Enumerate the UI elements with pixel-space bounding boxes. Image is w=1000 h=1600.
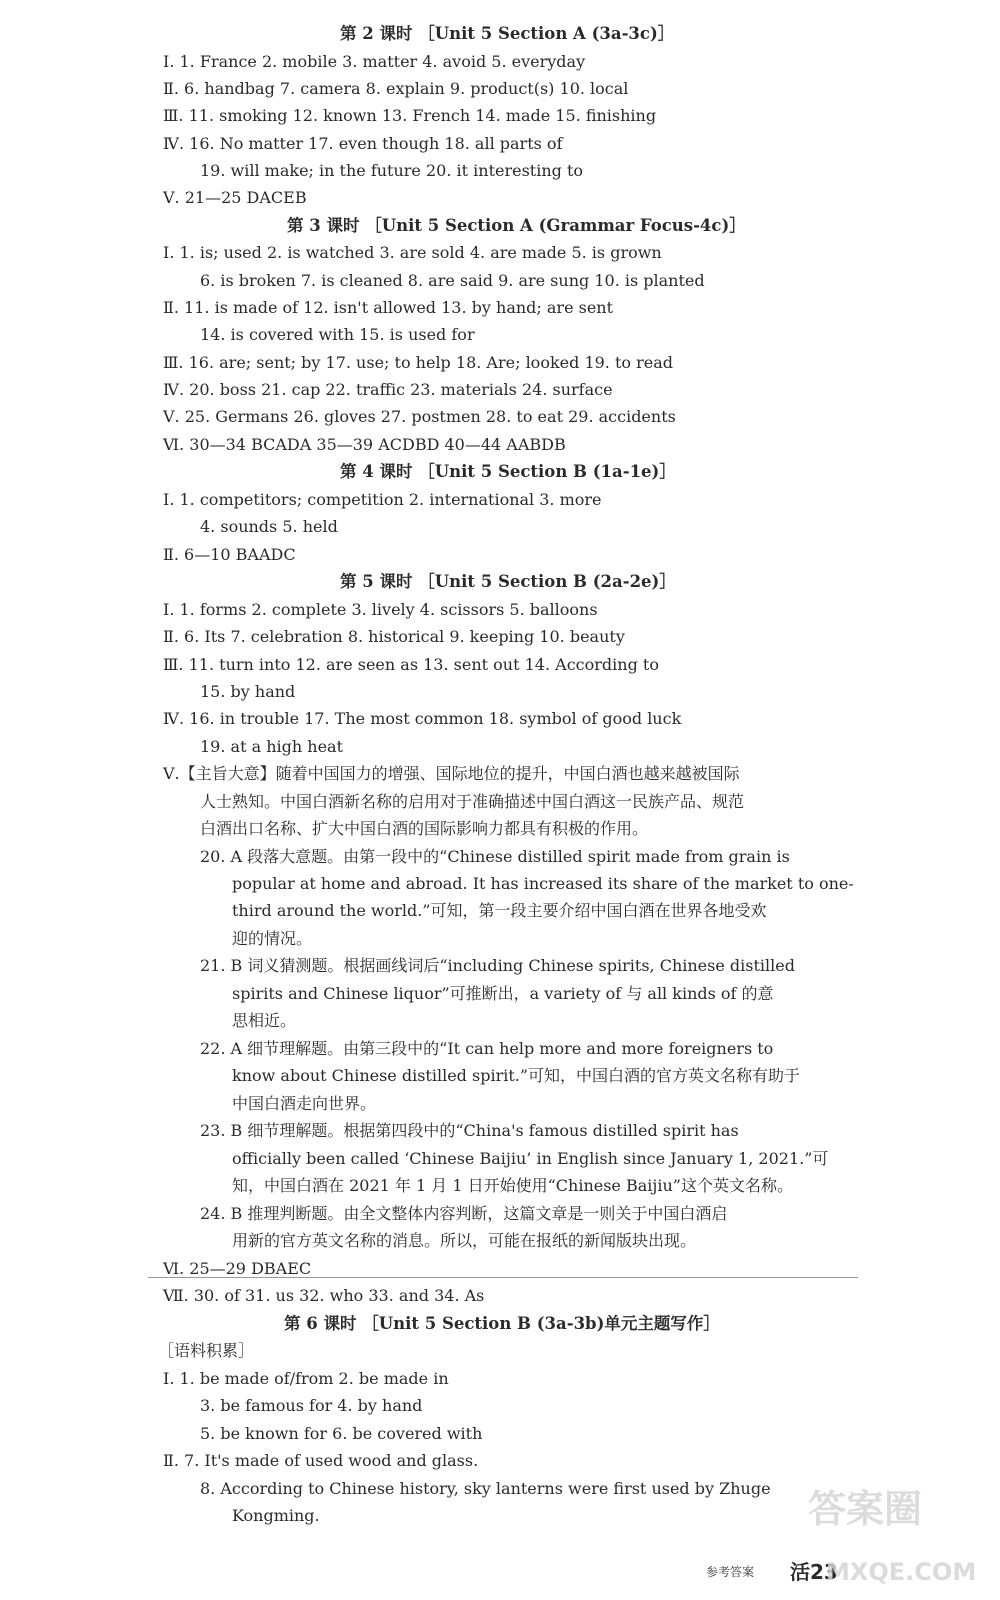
answer-line: 19. will make; in the future 20. it interesting to [200,161,584,180]
watermark-logo: 答案圈 [808,1487,923,1531]
answer-line: Ⅳ. 16. No matter 17. even though 18. all parts of [163,134,563,153]
answer-line: Ⅲ. 16. are; sent; by 17. use; to help 18. Are; looked 19. to read [163,353,674,372]
explanation-line: 迎的情况。 [232,929,313,948]
answer-line: 8. According to Chinese history, sky lanterns were first used by Zhuge [200,1479,771,1498]
answer-line: Ⅶ. 30. of 31. us 32. who 33. and 34. As [163,1286,485,1305]
explanation-line: 24. B 推理判断题。由全文整体内容判断，这篇文章是一则关于中国白酒启 [200,1204,728,1223]
answer-line: Ⅰ. 1. forms 2. complete 3. lively 4. scissors 5. balloons [163,600,598,619]
explanation-line: 21. B 词义猜测题。根据画线词后“including Chinese spirits, Chinese distilled [200,956,795,975]
answer-line: 3. be famous for 4. by hand [200,1396,423,1415]
answer-line: Ⅰ. 1. France 2. mobile 3. matter 4. avoid 5. everyday [163,52,586,71]
lesson-5-heading: 第 5 课时 ［Unit 5 Section B (2a-2e)］ [340,572,676,591]
answer-line: 6. is broken 7. is cleaned 8. are said 9. are sung 10. is planted [200,271,705,290]
answer-line: Ⅱ. 11. is made of 12. isn't allowed 13. by hand; are sent [163,298,614,317]
summary-line: 人士熟知。中国白酒新名称的启用对于准确描述中国白酒这一民族产品、规范 [200,792,745,811]
explanation-line: officially been called ‘Chinese Baijiu’ in English since January 1, 2021.”可 [232,1149,829,1168]
explanation-line: 用新的官方英文名称的消息。所以，可能在报纸的新闻版块出现。 [232,1231,697,1250]
answer-line: Ⅵ. 30—34 BCADA 35—39 ACDBD 40—44 AABDB [163,435,566,454]
answer-line: Ⅰ. 1. is; used 2. is watched 3. are sold 4. are made 5. is grown [163,243,662,262]
page-number: 活23 [790,1560,838,1584]
explanation-line: spirits and Chinese liquor”可推断出，a variety of 与 all kinds of 的意 [232,984,774,1003]
explanation-line: popular at home and abroad. It has increased its share of the market to one- [232,874,854,893]
summary-line: Ⅴ.【主旨大意】随着中国国力的增强、国际地位的提升，中国白酒也越来越被国际 [163,764,740,783]
lesson-6-heading: 第 6 课时 ［Unit 5 Section B (3a-3b)单元主题写作］ [284,1314,720,1333]
watermark-url: MXQE.COM [826,1558,977,1586]
answer-line: Ⅴ. 25. Germans 26. gloves 27. postmen 28. to eat 29. accidents [163,407,676,426]
explanation-line: 22. A 细节理解题。由第三段中的“It can help more and more foreigners to [200,1039,774,1058]
explanation-line: know about Chinese distilled spirit.”可知，中国白酒的官方英文名称有助于 [232,1066,801,1085]
explanation-line: 20. A 段落大意题。由第一段中的“Chinese distilled spirit made from grain is [200,847,790,866]
footer-label: 参考答案 [706,1565,755,1579]
answer-line: 15. by hand [200,682,296,701]
answer-line: 19. at a high heat [200,737,344,756]
answer-line: Ⅵ. 25—29 DBAEC [163,1259,312,1278]
explanation-line: 23. B 细节理解题。根据第四段中的“China's famous distilled spirit has [200,1121,739,1140]
explanation-line: 思相近。 [232,1011,297,1030]
explanation-line: 中国白酒走向世界。 [232,1094,377,1113]
answer-line: Ⅱ. 6—10 BAADC [163,545,296,564]
answer-line: Ⅱ. 6. handbag 7. camera 8. explain 9. product(s) 10. local [163,79,629,98]
answer-line: Ⅳ. 16. in trouble 17. The most common 18. symbol of good luck [163,709,682,728]
lesson-4-heading: 第 4 课时 ［Unit 5 Section B (1a-1e)］ [340,462,676,481]
answer-line: Ⅲ. 11. smoking 12. known 13. French 14. made 15. finishing [163,106,657,125]
answer-line: Ⅴ. 21—25 DACEB [163,188,307,207]
answer-line: 5. be known for 6. be covered with [200,1424,483,1443]
answer-line: Ⅱ. 7. It's made of used wood and glass. [163,1451,479,1470]
answer-line: Ⅳ. 20. boss 21. cap 22. traffic 23. materials 24. surface [163,380,613,399]
answer-line: Ⅲ. 11. turn into 12. are seen as 13. sent out 14. According to [163,655,659,674]
lesson-2-heading: 第 2 课时 ［Unit 5 Section A (3a-3c)］ [340,24,675,43]
answer-line: 14. is covered with 15. is used for [200,325,475,344]
answer-line: Kongming. [232,1506,320,1525]
summary-line: 白酒出口名称、扩大中国白酒的国际影响力都具有积极的作用。 [200,819,649,838]
lesson-3-heading: 第 3 课时 ［Unit 5 Section A (Grammar Focus-4c)］ [287,216,746,235]
answer-line: Ⅰ. 1. competitors; competition 2. international 3. more [163,490,602,509]
answer-line: Ⅱ. 6. Its 7. celebration 8. historical 9. keeping 10. beauty [163,627,625,646]
section-label: ［语料积累］ [158,1341,255,1360]
explanation-line: third around the world.”可知，第一段主要介绍中国白酒在世界各地受欢 [232,901,767,920]
answer-line: 4. sounds 5. held [200,517,338,536]
explanation-line: 知，中国白酒在 2021 年 1 月 1 日开始使用“Chinese Baijiu”这个英文名称。 [232,1176,793,1195]
answer-line: Ⅰ. 1. be made of/from 2. be made in [163,1369,449,1388]
